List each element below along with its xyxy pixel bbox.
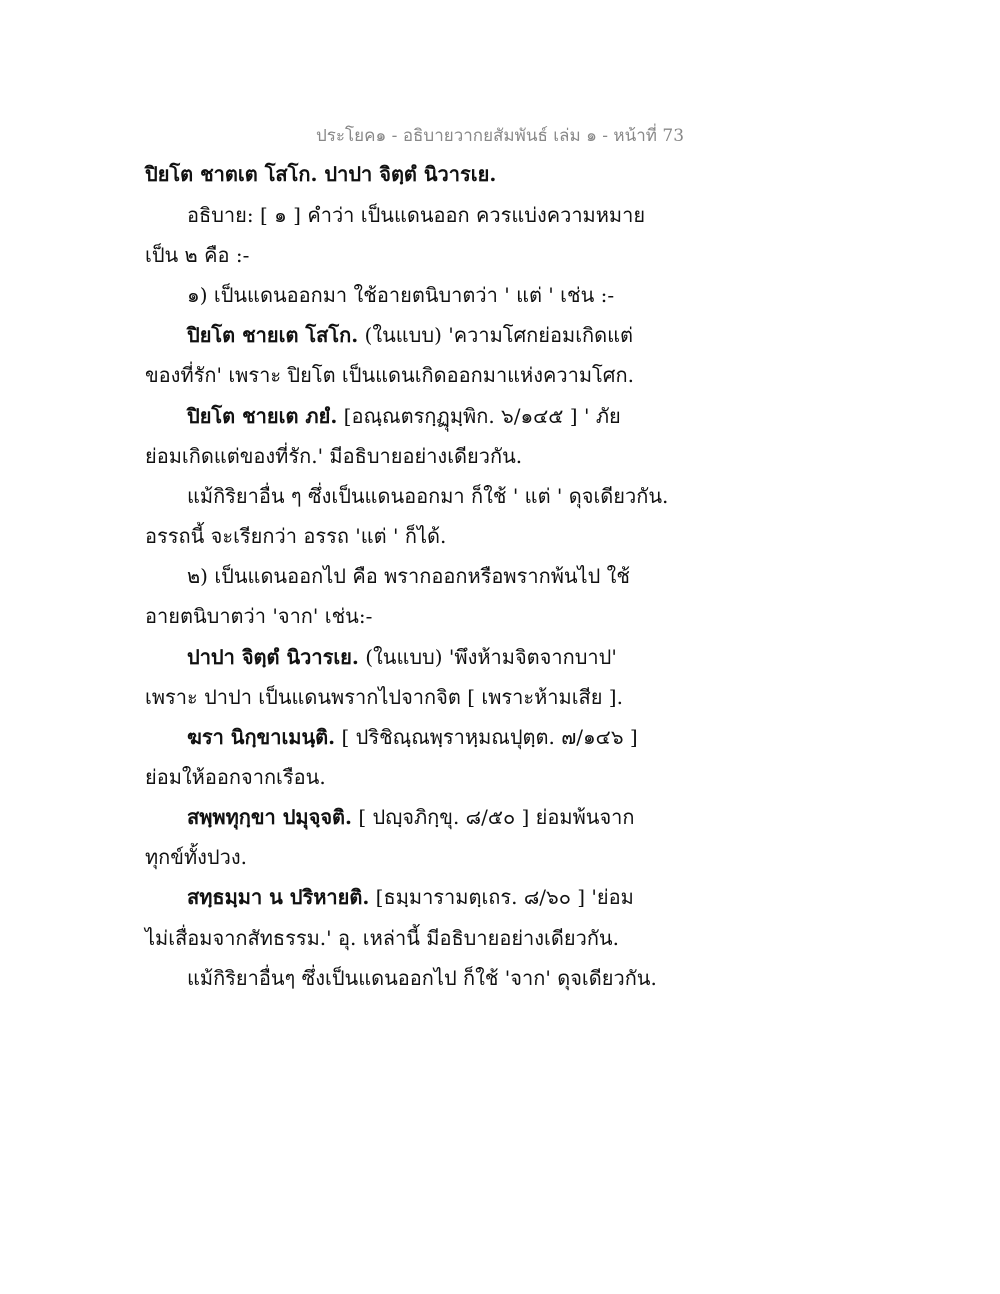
text-line xyxy=(187,643,907,671)
page-header: ประโยค๑ - อธิบายวากยสัมพันธ์ เล่ม ๑ - หน้าที่ 73 xyxy=(315,126,685,146)
line-text: (ในแบบ) 'พึงห้ามจิตจากบาป' xyxy=(358,645,617,669)
text-line xyxy=(145,361,865,389)
text-line xyxy=(187,482,907,510)
line-text: ไม่เสื่อมจากสัทธรรม.' อุ. เหล่านี้ มีอธิบายอย่างเดียวกัน. xyxy=(145,926,619,950)
line-text: เป็น ๒ คือ :- xyxy=(145,243,250,267)
text-line xyxy=(187,723,907,751)
line-text: [ ปริชิณฺณพฺราหฺมณปุตฺต. ๗/๑๔๖ ] xyxy=(335,725,638,749)
text-line xyxy=(145,763,865,791)
text-line xyxy=(187,562,907,590)
line-text: ของที่รัก' เพราะ ปิยโต เป็นแดนเกิดออกมาแห่งความโศก. xyxy=(145,363,634,387)
line-text: [ธมฺมารามตฺเถร. ๘/๖๐ ] 'ย่อม xyxy=(369,885,634,909)
pali-phrase: ปาปา จิตฺตํ นิวารเย. xyxy=(187,645,359,669)
text-line xyxy=(187,964,907,992)
line-text: [อณฺณตรกฺฏุมฺพิก. ๖/๑๔๕ ] ' ภัย xyxy=(337,404,621,428)
line-text: ๑) เป็นแดนออกมา ใช้อายตนิบาตว่า ' แต่ ' เช่น :- xyxy=(187,283,615,307)
text-line xyxy=(145,602,865,630)
text-line xyxy=(187,201,907,229)
text-line xyxy=(187,402,907,430)
line-text: ย่อมเกิดแต่ของที่รัก.' มีอธิบายอย่างเดียวกัน. xyxy=(145,444,523,468)
pali-phrase: ปิยโต ชายเต ภยํ. xyxy=(187,404,338,428)
text-line xyxy=(187,321,907,349)
pali-phrase: สทฺธมฺมา น ปริหายติ. xyxy=(187,885,370,909)
text-line xyxy=(145,683,865,711)
pali-phrase: ปิยโต ชายเต โสโก. xyxy=(187,323,359,347)
line-text: ๒) เป็นแดนออกไป คือ พรากออกหรือพรากพ้นไป ใช้ xyxy=(187,564,630,588)
text-line xyxy=(145,843,865,871)
text-line xyxy=(187,281,907,309)
pali-phrase: สพฺพทุกฺขา ปมุจฺจติ. xyxy=(187,805,352,829)
text-line xyxy=(145,442,865,470)
line-text: ย่อมให้ออกจากเรือน. xyxy=(145,765,326,789)
text-line xyxy=(145,522,865,550)
line-text: อรรถนี้ จะเรียกว่า อรรถ 'แต่ ' ก็ได้. xyxy=(145,524,447,548)
text-line xyxy=(145,160,865,188)
pali-phrase: ปิยโต ชาตเต โสโก. ปาปา จิตฺตํ นิวารเย. xyxy=(145,162,497,186)
line-text: ทุกข์ทั้งปวง. xyxy=(145,845,247,869)
line-text: อายตนิบาตว่า 'จาก' เช่น:- xyxy=(145,604,373,628)
line-text: แม้กิริยาอื่น ๆ ซึ่งเป็นแดนออกมา ก็ใช้ ' แต่ ' ดุจเดียวกัน. xyxy=(187,484,669,508)
line-text: [ ปญฺจภิกฺขุ. ๘/๕๐ ] ย่อมพ้นจาก xyxy=(352,805,635,829)
text-line xyxy=(187,803,907,831)
line-text: เพราะ ปาปา เป็นแดนพรากไปจากจิต [ เพราะห้ามเสีย ]. xyxy=(145,685,623,709)
line-text: อธิบาย: [ ๑ ] คำว่า เป็นแดนออก ควรแบ่งความหมาย xyxy=(187,203,646,227)
pali-phrase: ฆรา นิกฺขาเมนฺติ. xyxy=(187,725,336,749)
line-text: (ในแบบ) 'ความโศกย่อมเกิดแต่ xyxy=(358,323,634,347)
text-line xyxy=(145,924,865,952)
text-line xyxy=(187,883,907,911)
text-line xyxy=(145,241,865,269)
line-text: แม้กิริยาอื่นๆ ซึ่งเป็นแดนออกไป ก็ใช้ 'จาก' ดุจเดียวกัน. xyxy=(187,966,657,990)
